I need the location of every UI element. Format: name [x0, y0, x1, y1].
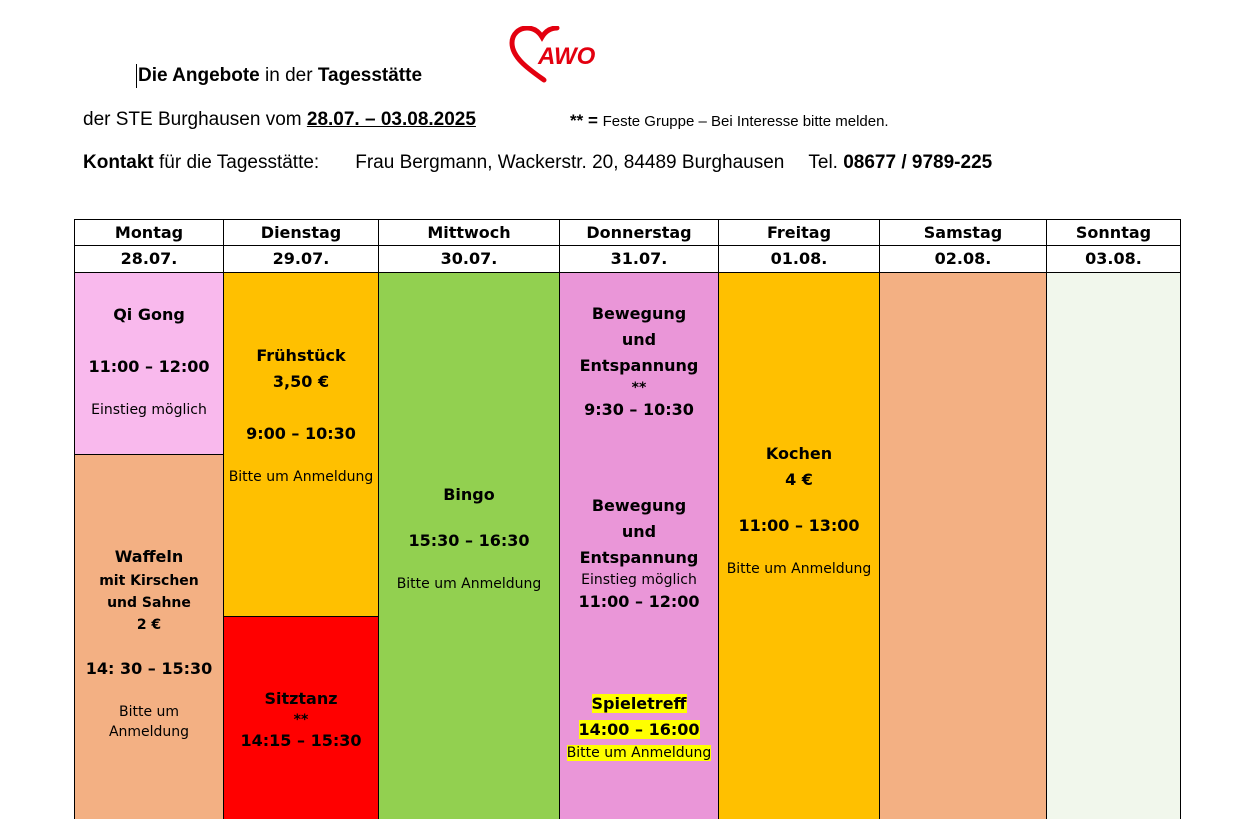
bewegung2-line3: Entspannung: [579, 548, 699, 567]
waffeln-note2: Anmeldung: [108, 724, 190, 740]
waffeln-sub1: mit Kirschen: [99, 573, 199, 589]
event-waffeln: [74, 455, 223, 819]
event-qigong: [74, 273, 223, 455]
contact-line: [83, 150, 992, 176]
fruehstueck-title: Frühstück: [256, 346, 346, 365]
logo-text: AWO: [538, 43, 596, 70]
legend-stars: ** =: [570, 111, 603, 130]
sitztanz-title: Sitztanz: [264, 689, 338, 708]
kochen-title: Kochen: [765, 444, 833, 463]
waffeln-title: Waffeln: [114, 547, 184, 566]
waffeln-note1: Bitte um: [118, 704, 180, 720]
event-sitztanz: [223, 617, 378, 819]
bewegung2-note: Einstieg möglich: [581, 572, 697, 588]
bewegung2-time: 11:00 – 12:00: [578, 592, 700, 611]
fruehstueck-time: 9:00 – 10:30: [246, 424, 356, 443]
kochen-price: 4 €: [785, 470, 813, 489]
waffeln-price: 2 €: [136, 617, 162, 633]
day-column-samstag: [879, 273, 1046, 819]
kochen-time: 11:00 – 13:00: [738, 516, 860, 535]
contact-tel: 08677 / 9789-225: [843, 152, 993, 173]
bingo-note: Bitte um Anmeldung: [396, 576, 542, 592]
day-name-donnerstag: Donnerstag: [559, 219, 718, 245]
day-name-samstag: Samstag: [879, 219, 1046, 245]
title-mid: in der: [259, 65, 318, 86]
schedule-table: [74, 219, 1181, 819]
fruehstueck-price: 3,50 €: [272, 372, 330, 391]
sitztanz-time: 14:15 – 15:30: [240, 731, 362, 750]
contact-label-rest: für die Tagesstätte:: [153, 152, 320, 173]
spieletreff-time: 14:00 – 16:00: [578, 720, 700, 739]
day-name-sonntag: Sonntag: [1046, 219, 1181, 245]
day-date-mittwoch: 30.07.: [378, 245, 559, 273]
day-date-dienstag: 29.07.: [223, 245, 378, 273]
day-name-mittwoch: Mittwoch: [378, 219, 559, 245]
day-column-donnerstag: [559, 273, 718, 819]
title-bold-1: Die Angebote: [138, 65, 260, 86]
day-date-sonntag: 03.08.: [1046, 245, 1181, 273]
day-name-freitag: Freitag: [718, 219, 879, 245]
bewegung2-line1: Bewegung: [591, 496, 687, 515]
qigong-time: 11:00 – 12:00: [88, 357, 210, 376]
event-fruehstueck: [223, 273, 378, 617]
bewegung1-stars: **: [631, 380, 647, 396]
period-dates: 28.07. – 03.08.2025: [306, 109, 476, 130]
contact-tel-prefix: Tel.: [808, 152, 844, 173]
period-line: [83, 108, 476, 132]
contact-person: Frau Bergmann, Wackerstr. 20, 84489 Burghausen: [355, 152, 785, 173]
bewegung1-line1: Bewegung: [591, 304, 687, 323]
fruehstueck-note: Bitte um Anmeldung: [228, 469, 374, 485]
awo-logo: [508, 26, 598, 84]
sitztanz-stars: **: [293, 712, 309, 728]
kochen-note: Bitte um Anmeldung: [726, 561, 872, 577]
title-bold-2: Tagesstätte: [317, 65, 423, 86]
legend-text: Feste Gruppe – Bei Interesse bitte melden.: [602, 113, 889, 130]
day-date-donnerstag: 31.07.: [559, 245, 718, 273]
day-name-montag: Montag: [74, 219, 223, 245]
contact-label: Kontakt: [83, 152, 154, 173]
event-kochen: [718, 273, 879, 819]
day-column-sonntag: [1046, 273, 1181, 819]
day-date-freitag: 01.08.: [718, 245, 879, 273]
qigong-title: Qi Gong: [113, 305, 185, 324]
bewegung1-line3: Entspannung: [579, 356, 699, 375]
event-bingo: [378, 273, 559, 819]
title-line: [136, 64, 422, 88]
bewegung2-line2: und: [621, 522, 657, 541]
waffeln-sub2: und Sahne: [107, 595, 191, 611]
day-name-dienstag: Dienstag: [223, 219, 378, 245]
spieletreff-title: Spieletreff: [591, 694, 687, 713]
day-date-montag: 28.07.: [74, 245, 223, 273]
day-date-samstag: 02.08.: [879, 245, 1046, 273]
bewegung1-time: 9:30 – 10:30: [584, 400, 694, 419]
waffeln-time: 14: 30 – 15:30: [85, 659, 213, 678]
bingo-title: Bingo: [443, 485, 495, 504]
period-prefix: der STE Burghausen vom: [83, 109, 307, 130]
spieletreff-note: Bitte um Anmeldung: [566, 745, 712, 761]
legend-note: [570, 110, 889, 133]
bingo-time: 15:30 – 16:30: [408, 531, 530, 550]
qigong-note: Einstieg möglich: [91, 402, 207, 418]
bewegung1-line2: und: [621, 330, 657, 349]
